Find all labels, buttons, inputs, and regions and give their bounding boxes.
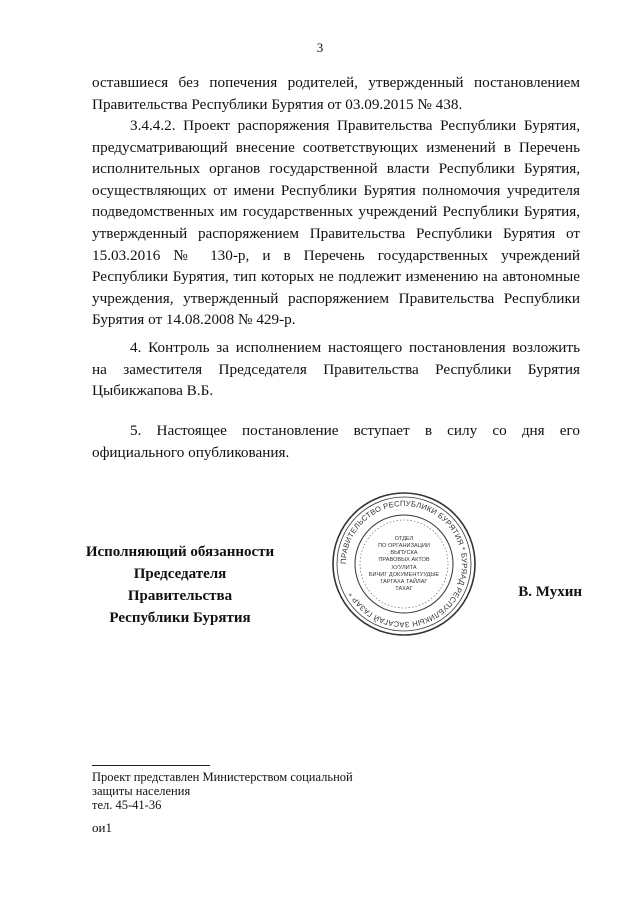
document-code: ои1	[92, 820, 112, 835]
paragraph-continuation: оставшиеся без попечения родителей, утвержденный постановлением Правительства Республики Бурятия от 03.09.2015 № 438.	[92, 74, 580, 113]
footer-line2: защиты населения	[92, 784, 191, 798]
seal-line: ОТДЕЛ	[394, 536, 414, 542]
footer-note	[92, 770, 392, 812]
paragraph-5: 5. Настоящее постановление вступает в силу со дня его официального опубликования.	[92, 422, 580, 461]
signatory-title-line2: Председателя Правительства	[127, 566, 233, 604]
paragraph-3-4-4-2: 3.4.4.2. Проект распоряжения Правительства Республики Бурятия, предусматривающий внесение соответствующих изменений в Перечень исполнительных органов государственной власти Республики Бурятия, осуществляющих от имени Республики Бурятия полномочия учредителя подведомственных им государственных учреждений Республики Бурятия, утвержденный распоряжением Правительства Республики Бурятия от 15.03.2016 № 130-р, и в Перечень государственных учреждений Республики Бурятия, тип которых не подлежит изменению на автономные учреждения, утвержденный распоряжением Правительства Республики Бурятия от 14.08.2008 № 429-р.	[92, 117, 580, 329]
seal-line: ПО ОРГАНИЗАЦИИ	[378, 543, 430, 549]
official-seal-icon	[330, 490, 478, 638]
page-number: 3	[316, 40, 324, 55]
seal-ring-text: ПРАВИТЕЛЬСТВО РЕСПУБЛИКИ БУРЯТИЯ * БУРЯАД РЕСПУБЛИКЫН ЗАСАГАЙ ГАЗАР *	[338, 498, 470, 630]
seal-line: ТАХАГ	[395, 586, 413, 592]
seal-line: БИЧИГ ДОКУМЕНТУУДЫЕ	[368, 572, 440, 578]
footer-line1: Проект представлен Министерством социальной	[92, 770, 353, 784]
footer-divider	[92, 765, 210, 766]
svg-text:ПРАВИТЕЛЬСТВО РЕСПУБЛИКИ БУРЯТ	[339, 499, 469, 629]
signatory-title	[80, 541, 280, 629]
signatory-title-line3: Республики Бурятия	[109, 610, 251, 626]
seal-line: ХУУЛИТА	[391, 565, 417, 571]
seal-line: ПРАВОВЫХ АКТОВ	[378, 557, 430, 563]
signatory-name: В. Мухин	[518, 584, 582, 600]
signatory-title-line1: Исполняющий обязанности	[85, 544, 275, 560]
seal-line: ВЫПУСКА	[390, 550, 418, 556]
paragraph-4: 4. Контроль за исполнением настоящего постановления возложить на заместителя Председателя Правительства Республики Бурятия Цыбикжапова В.Б.	[92, 339, 580, 400]
footer-line3: тел. 45-41-36	[92, 798, 162, 812]
seal-line: ГАРГАХА ТАЙЛАГ	[380, 579, 428, 585]
